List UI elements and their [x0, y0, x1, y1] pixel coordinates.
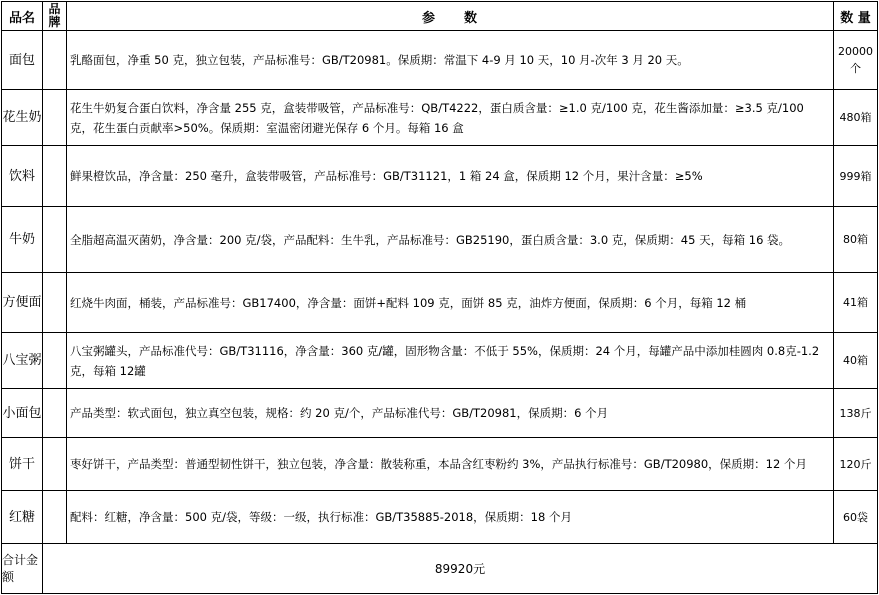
item-params: 鲜果橙饮品，净含量：250 毫升，盒装带吸管，产品标准号：GB/T31121，1 箱 24 盒，保质期 12 个月，果汁含量：≥5% [70, 169, 703, 183]
procurement-table [1, 1, 878, 594]
item-brand [43, 90, 67, 146]
item-params-cell [67, 31, 834, 90]
item-brand [43, 273, 67, 333]
item-name: 花生奶 [2, 90, 43, 146]
table-row [2, 31, 878, 90]
item-brand [43, 31, 67, 90]
item-qty: 480箱 [834, 90, 878, 146]
table-row [2, 491, 878, 544]
item-params-cell [67, 333, 834, 389]
item-name: 方便面 [2, 273, 43, 333]
item-qty: 80箱 [834, 207, 878, 273]
header-brand [43, 2, 67, 31]
header-params: 参 数 [67, 2, 834, 31]
item-name: 八宝粥 [2, 333, 43, 389]
total-amount: 89920元 [43, 544, 878, 594]
item-qty: 60袋 [834, 491, 878, 544]
header-name: 品名 [2, 2, 43, 31]
table-row [2, 333, 878, 389]
table-row [2, 90, 878, 146]
item-name: 牛奶 [2, 207, 43, 273]
item-qty: 20000个 [834, 31, 878, 90]
item-params-cell [67, 491, 834, 544]
item-qty: 999箱 [834, 146, 878, 207]
item-params: 全脂超高温灭菌奶，净含量：200 克/袋，产品配料：生牛乳，产品标准号：GB25190，蛋白质含量：3.0 克，保质期：45 天，每箱 16 袋。 [70, 232, 791, 247]
item-brand [43, 146, 67, 207]
item-params: 八宝粥罐头，产品标准代号：GB/T31116，净含量：360 克/罐，固形物含量：不低于 55%，保质期：24 个月，每罐产品中添加桂圆肉 0.8克-1.2 克，每箱 12罐 [70, 343, 820, 378]
item-params-cell [67, 389, 834, 438]
item-params-cell [67, 207, 834, 273]
item-name: 饮料 [2, 146, 43, 207]
table-row [2, 273, 878, 333]
item-qty: 40箱 [834, 333, 878, 389]
item-name: 饼干 [2, 438, 43, 491]
item-brand [43, 333, 67, 389]
item-params: 乳酪面包，净重 50 克，独立包装，产品标准号：GB/T20981。保质期：常温下 4-9 月 10 天，10 月-次年 3 月 20 天。 [70, 53, 689, 67]
item-brand [43, 491, 67, 544]
item-params-cell [67, 90, 834, 146]
item-qty: 41箱 [834, 273, 878, 333]
header-qty: 数 量 [834, 2, 878, 31]
header-brand-text: 品牌 [48, 2, 61, 29]
table-header-row [2, 2, 878, 31]
item-params: 枣好饼干，产品类型：普通型韧性饼干，独立包装，净含量：散装称重，本品含红枣粉约 3%，产品执行标准号：GB/T20980，保质期：12 个月 [70, 457, 807, 471]
item-params: 红烧牛肉面，桶装，产品标准号：GB17400，净含量：面饼+配料 109 克，面饼 85 克，油炸方便面，保质期：6 个月，每箱 12 桶 [70, 295, 747, 310]
table-row [2, 389, 878, 438]
item-params: 配料：红糖，净含量：500 克/袋，等级：一级，执行标准：GB/T35885-2018，保质期：18 个月 [70, 510, 572, 524]
total-row [2, 544, 878, 594]
item-params: 产品类型：软式面包，独立真空包装，规格：约 20 克/个，产品标准代号：GB/T20981，保质期：6 个月 [70, 406, 609, 420]
item-qty: 120斤 [834, 438, 878, 491]
item-params-cell [67, 273, 834, 333]
item-params: 花生牛奶复合蛋白饮料，净含量 255 克，盒装带吸管，产品标准号：QB/T4222，蛋白质含量：≥1.0 克/100 克，花生酱添加量：≥3.5 克/100 克，花生蛋白贡献率>50%。保质期：室温密闭避光保存 6 个月。每箱 16 盒 [70, 100, 804, 135]
item-params-cell [67, 438, 834, 491]
item-name: 面包 [2, 31, 43, 90]
table-row [2, 146, 878, 207]
item-brand [43, 207, 67, 273]
item-qty: 138斤 [834, 389, 878, 438]
table-row [2, 438, 878, 491]
item-name: 红糖 [2, 491, 43, 544]
item-brand [43, 389, 67, 438]
total-label: 合计金额 [2, 544, 43, 594]
item-name: 小面包 [2, 389, 43, 438]
item-brand [43, 438, 67, 491]
table-row [2, 207, 878, 273]
item-params-cell [67, 146, 834, 207]
